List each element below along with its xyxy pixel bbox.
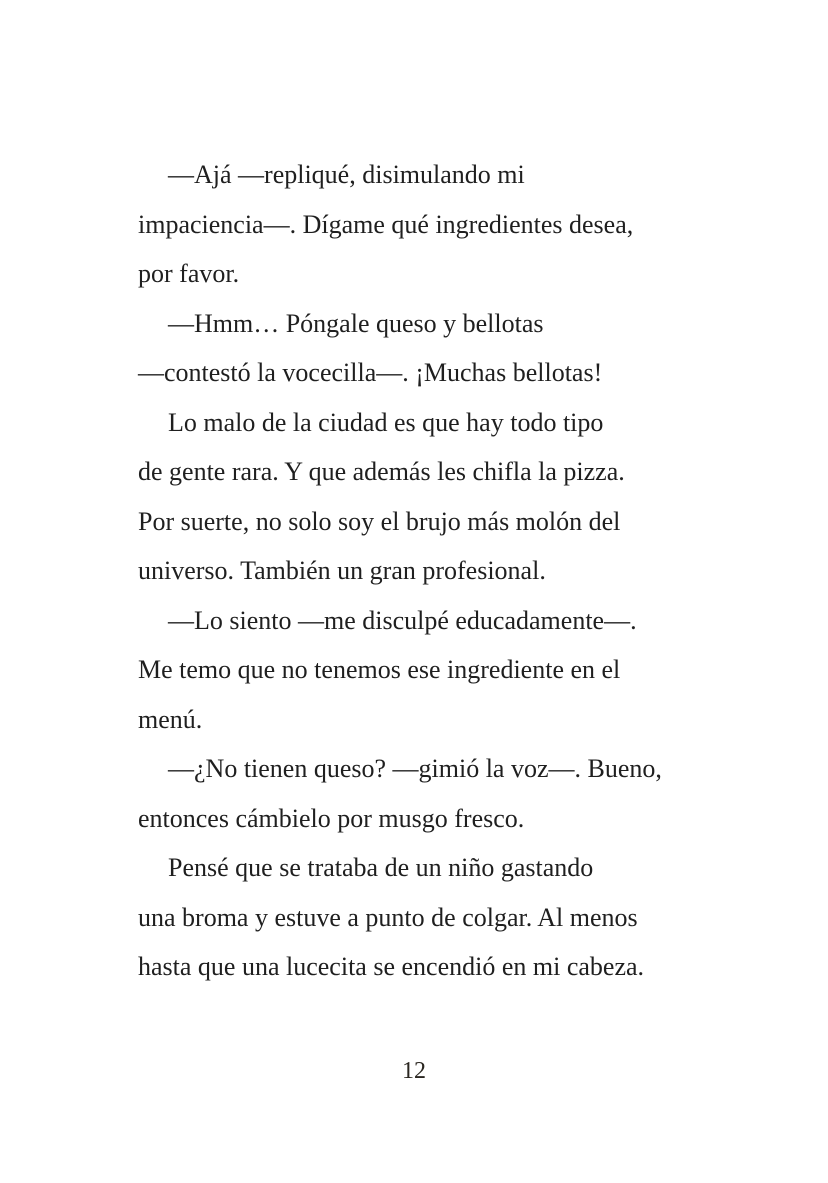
text-line: una broma y estuve a punto de colgar. Al menos: [138, 902, 638, 932]
text-line: universo. También un gran profesional.: [138, 556, 546, 585]
text-line: Me temo que no tenemos ese ingrediente en el: [138, 655, 621, 684]
text-line: de gente rara. Y que además les chifla la pizza.: [138, 457, 625, 486]
page-number: 12: [402, 1058, 426, 1084]
body-text: [138, 150, 718, 992]
text-line: —Hmm… Póngale queso y bellotas: [168, 308, 544, 338]
text-line: Lo malo de la ciudad es que hay todo tipo: [168, 407, 604, 437]
text-line: —¿No tienen queso? —gimió la voz—. Bueno,: [168, 754, 662, 783]
text-line: Pensé que se trataba de un niño gastando: [168, 853, 594, 882]
text-line: entonces cámbielo por musgo fresco.: [138, 803, 525, 833]
text-line: —Lo siento —me disculpé educadamente—.: [168, 605, 637, 635]
text-line: menú.: [138, 704, 203, 734]
text-line: impaciencia—. Dígame qué ingredientes desea,: [138, 209, 634, 239]
text-line: Por suerte, no solo soy el brujo más molón del: [138, 506, 621, 536]
text-line: —contestó la vocecilla—. ¡Muchas bellotas!: [138, 358, 603, 387]
text-line: —Ajá —repliqué, disimulando mi: [168, 160, 525, 189]
text-line: hasta que una lucecita se encendió en mi cabeza.: [138, 952, 645, 981]
text-line: por favor.: [138, 259, 240, 288]
